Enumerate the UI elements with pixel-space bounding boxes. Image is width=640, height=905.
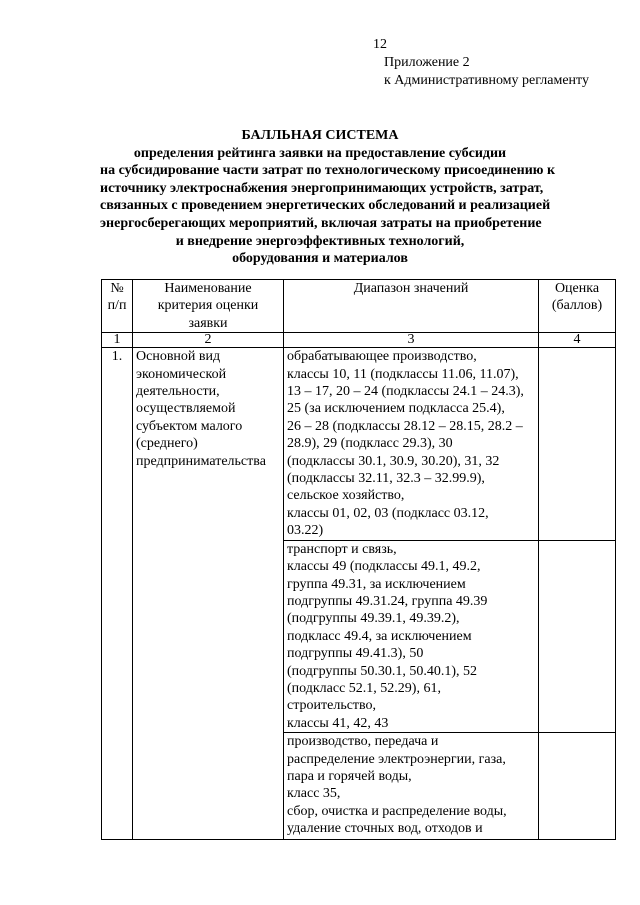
range-line: строительство, [287, 698, 377, 714]
document-title [100, 127, 556, 268]
appendix-reference [384, 54, 589, 90]
title-main: БАЛЛЬНАЯ СИСТЕМА [241, 128, 399, 143]
column-number: 2 [133, 333, 284, 348]
header-text: № [110, 281, 124, 296]
column-number: 1 [102, 333, 133, 348]
range-line: 26 – 28 (подклассы 28.12 – 28.15, 28.2 – [287, 418, 523, 434]
range-manufacturing [284, 348, 539, 540]
range-line: (подгруппы 49.39.1, 49.39.2), [287, 611, 460, 627]
criterion-line: осуществляемой [136, 401, 236, 417]
range-line: 28.9), 29 (подкласс 29.3), 30 [287, 436, 453, 452]
range-line: (подклассы 32.11, 32.3 – 32.99.9), [287, 471, 485, 487]
range-line: подкласс 49.4, за исключением [287, 628, 472, 644]
range-line: (подклассы 30.1, 30.9, 30.20), 31, 32 [287, 453, 500, 469]
range-line: подгруппы 49.41.3), 50 [287, 646, 424, 662]
range-line: удаление сточных вод, отходов и [287, 821, 483, 837]
score-cell [539, 540, 616, 732]
range-line: 03.22) [287, 523, 324, 539]
column-number: 3 [284, 333, 539, 348]
column-number-row [102, 333, 616, 348]
criterion-line: Основной вид [136, 349, 221, 365]
range-line: (подгруппы 50.30.1, 50.40.1), 52 [287, 663, 477, 679]
range-energy [284, 733, 539, 840]
header-text: п/п [107, 298, 127, 314]
range-line: классы 01, 02, 03 (подкласс 03.12, [287, 505, 489, 521]
range-line: классы 10, 11 (подклассы 11.06, 11.07), [287, 366, 519, 382]
range-line: распределение электроэнергии, газа, [287, 751, 506, 767]
header-number [102, 280, 133, 333]
range-line: класс 35, [287, 786, 341, 802]
header-text: критерия оценки [157, 298, 259, 314]
range-line: пара и горячей воды, [287, 768, 412, 784]
criterion-line: деятельности, [136, 384, 220, 400]
header-text: Оценка [554, 281, 600, 296]
range-line: производство, передача и [287, 734, 439, 750]
title-line: энергосберегающих мероприятий, включая затраты на приобретение [100, 215, 542, 231]
score-cell [539, 348, 616, 540]
range-line: группа 49.31, за исключением [287, 576, 466, 592]
title-line: определения рейтинга заявки на предоставление субсидии [133, 145, 507, 161]
range-line: 13 – 17, 20 – 24 (подклассы 24.1 – 24.3), [287, 384, 524, 400]
range-line: (подкласс 52.1, 52.29), 61, [287, 680, 441, 696]
criterion-line: субъектом малого [136, 418, 243, 434]
title-line: связанных с проведением энергетических обследований и реализацией [100, 198, 551, 214]
range-transport [284, 540, 539, 732]
range-line: классы 49 (подклассы 49.1, 49.2, [287, 559, 481, 575]
table-header-row [102, 280, 616, 333]
page-number: 12 [373, 37, 387, 52]
score-cell [539, 733, 616, 840]
header-criterion [133, 280, 284, 333]
criterion-name [133, 348, 284, 840]
column-number: 4 [539, 333, 616, 348]
title-line: на субсидирование части затрат по технологическому присоединению к [100, 163, 556, 179]
appendix-line-2: к Административному регламенту [384, 73, 589, 88]
header-range [284, 280, 539, 333]
range-line: 25 (за исключением подкласса 25.4), [287, 401, 505, 417]
scoring-table [101, 279, 616, 840]
criterion-line: экономической [136, 366, 227, 382]
range-line: обрабатывающее производство, [287, 349, 477, 365]
criterion-line: (среднего) [136, 436, 198, 452]
appendix-line-1: Приложение 2 [384, 55, 470, 70]
row-number: 1. [102, 348, 133, 840]
range-line: транспорт и связь, [287, 541, 397, 557]
range-line: подгруппы 49.31.24, группа 49.39 [287, 593, 488, 609]
title-line: источнику электроснабжения энергопринимающих устройств, затрат, [100, 180, 544, 196]
header-text: заявки [188, 315, 228, 331]
header-text: Наименование [164, 281, 252, 296]
header-text: (баллов) [551, 298, 603, 314]
title-line: оборудования и материалов [232, 251, 408, 267]
header-score [539, 280, 616, 333]
criterion-line: предпринимательства [136, 453, 266, 469]
table-row [102, 348, 616, 540]
header-text: Диапазон значений [353, 281, 469, 296]
range-line: сбор, очистка и распределение воды, [287, 803, 507, 819]
range-line: сельское хозяйство, [287, 488, 405, 504]
title-line: и внедрение энергоэффективных технологий, [175, 233, 465, 249]
range-line: классы 41, 42, 43 [287, 715, 389, 731]
